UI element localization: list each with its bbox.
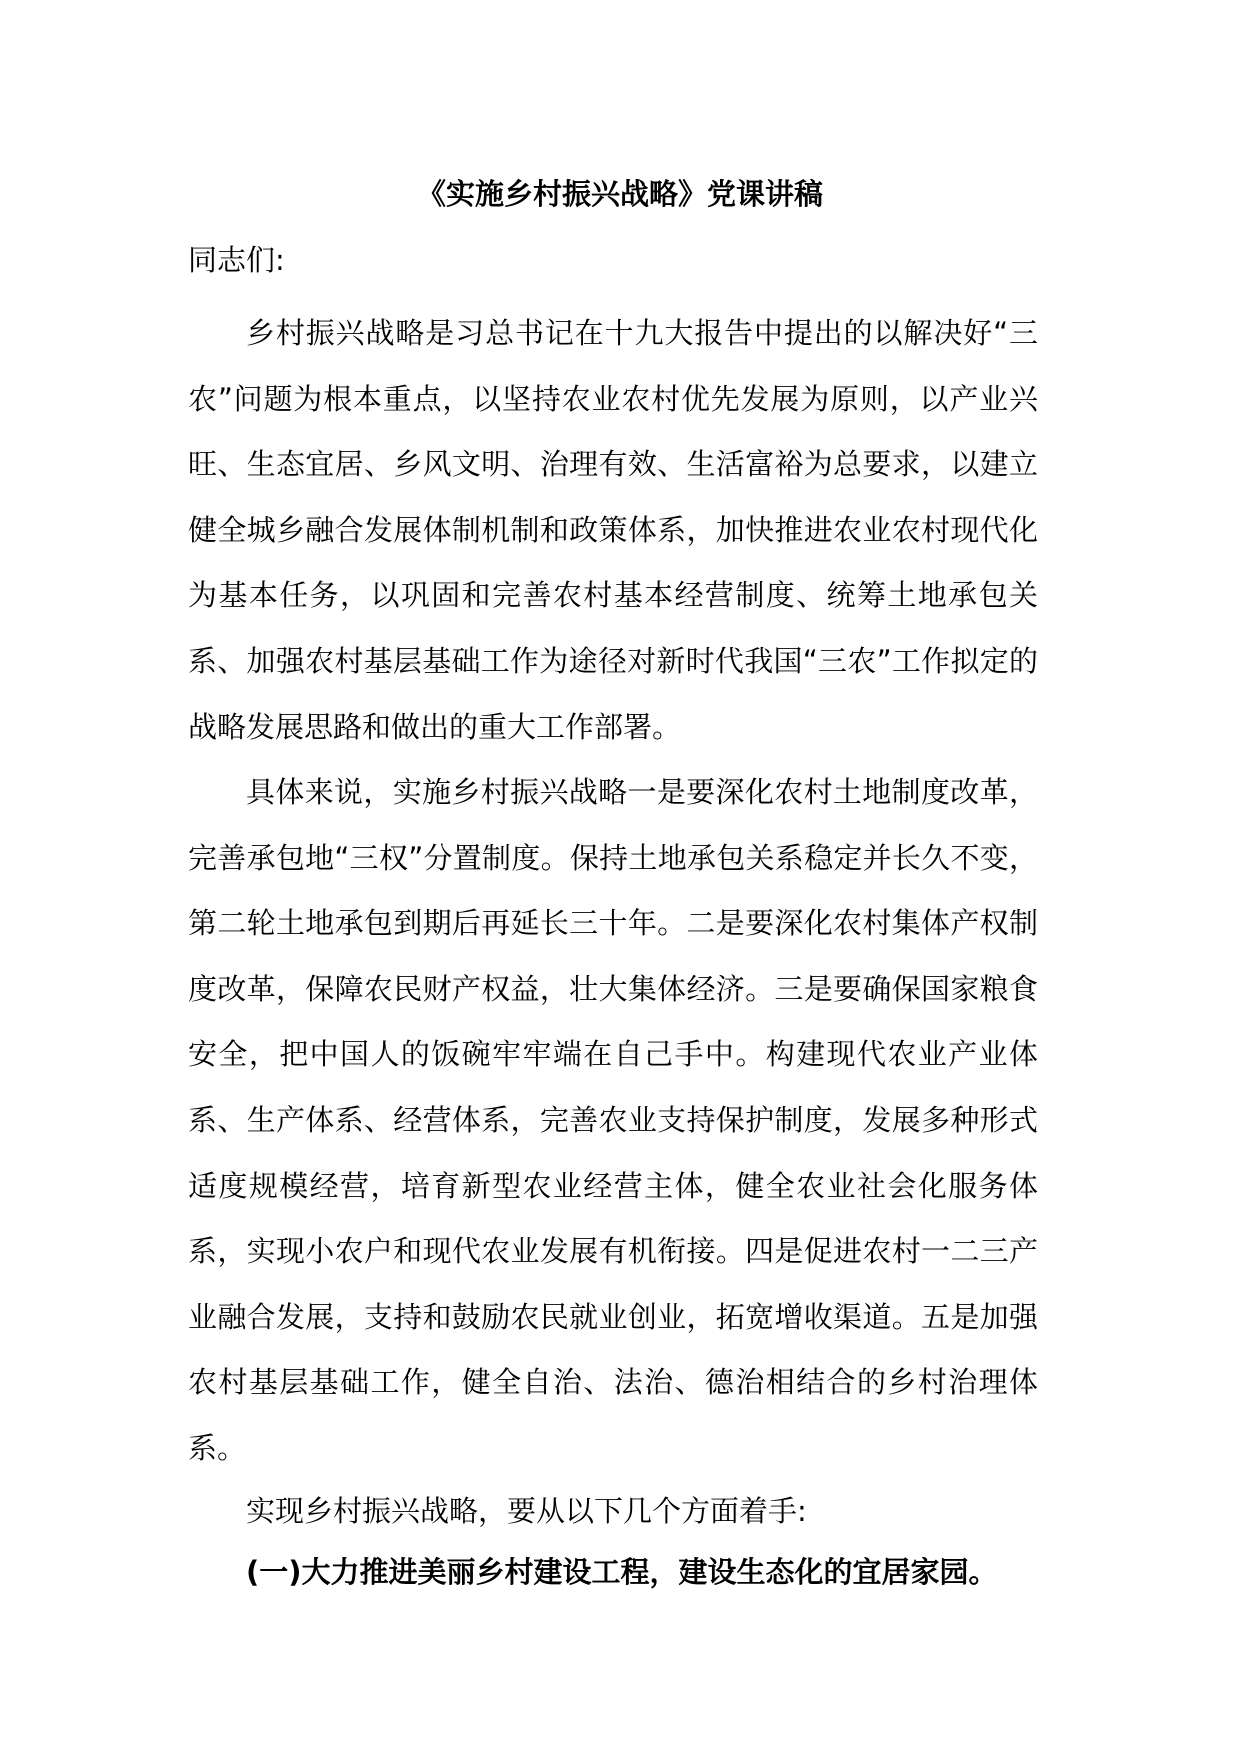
paragraph-details: 具体来说，实施乡村振兴战略一是要深化农村土地制度改革，完善承包地“三权”分置制度。保持土地承包关系稳定并长久不变，第二轮土地承包到期后再延长三十年。二是要深化农村集体产权制度改革，保障农民财产权益，壮大集体经济。三是要确保国家粮食安全，把中国人的饭碗牢牢端在自己手中。构建现代农业产业体系、生产体系、经营体系，完善农业支持保护制度，发展多种形式适度规模经营，培育新型农业经营主体，健全农业社会化服务体系，实现小农户和现代农业发展有机衔接。四是促进农村一二三产业融合发展，支持和鼓励农民就业创业，拓宽增收渠道。五是加强农村基层基础工作，健全自治、法治、德治相结合的乡村治理体系。 <box>188 775 1038 1465</box>
document-title: 《实施乡村振兴战略》党课讲稿 <box>416 177 823 211</box>
paragraph-approach: 实现乡村振兴战略，要从以下几个方面着手: <box>246 1494 807 1528</box>
paragraph-intro: 乡村振兴战略是习总书记在十九大报告中提出的以解决好“三农”问题为根本重点，以坚持农业农村优先发展为原则，以产业兴旺、生态宜居、乡风文明、治理有效、生活富裕为总要求，以建立健全城乡融合发展体制机制和政策体系，加快推进农业农村现代化为基本任务，以巩固和完善农村基本经营制度、统筹土地承包关系、加强农村基层基础工作为途径对新时代我国“三农”工作拟定的战略发展思路和做出的重大工作部署。 <box>188 316 1038 744</box>
salutation: 同志们: <box>188 243 285 277</box>
section-heading: (一)大力推进美丽乡村建设工程，建设生态化的宜居家园。 <box>246 1555 998 1589</box>
